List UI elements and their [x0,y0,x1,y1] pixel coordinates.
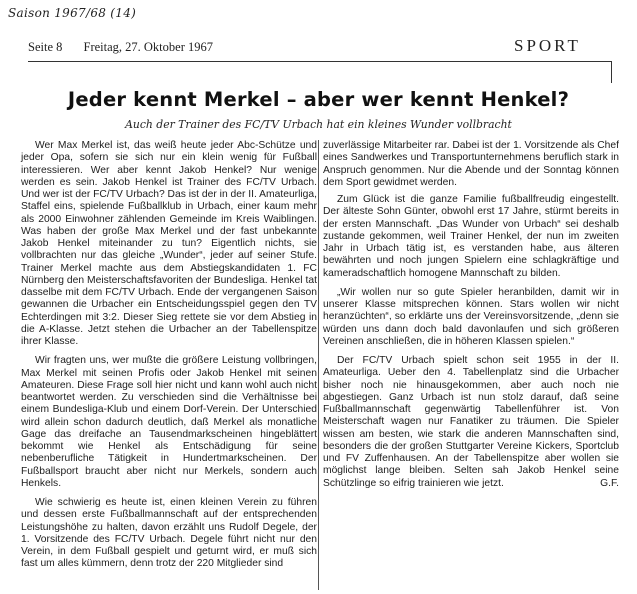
article-column-right [323,140,619,495]
handwritten-season-note: Saison 1967/68 (14) [8,6,137,20]
paragraph: zuverlässige Mitarbeiter rar. Dabei ist der 1. Vorsitzende als Chef eines Sandwerkes und Transportunternehmens beruflich stark in Anspruch genommen. Nur die Abende und der Sonntag können dem Sport gewidmet werden. [323,140,619,188]
paragraph: Wie schwierig es heute ist, einen kleinen Verein zu führen und dessen erste Fußballmannschaft auf der entsprechenden Leistungshöhe zu halten, davon erzählt uns Rudolf Degele, der 1. Vorsitzende des FC/TV Urbach. Degele führt nicht nur den Verein, in dem Fußball gespielt und geturnt wird, er muß sich fast um alles kümmern, denn trotz der 220 Mitglieder sind [21,497,317,570]
article-headline: Jeder kennt Merkel – aber wer kennt Henkel? [67,88,570,111]
column-divider [318,140,319,590]
quote-paragraph: „Wir wollen nur so gute Spieler heranbilden, damit wir in unserer Klasse mitsprechen können. Stars wollen wir nicht heranzüchten“, so erklärte uns der Vereinsvorsitzende, „denn sie würden uns dann doch bald davonlaufen und sich größeren Vereinen anschließen, die in höheren Klassen spielen.“ [323,286,619,347]
article-subheadline: Auch der Trainer des FC/TV Urbach hat ein kleines Wunder vollbracht [125,118,512,131]
paragraph: Zum Glück ist die ganze Familie fußballfreudig eingestellt. Der älteste Sohn Günter, obwohl erst 17 Jahre, stürmt bereits in der ersten Mannschaft. „Das Wunder von Urbach“ sei deshalb zustande gekommen, weil Trainer Henkel, der nun im zweiten Jahr in Urbach tätig ist, es verstanden habe, aus älteren bewährten und noch jungen Spielern eine schlagkräftige und kameradschaftlich homogene Mannschaft zu bilden. [323,194,619,279]
section-label: SPORT [514,36,581,55]
paragraph: Wer Max Merkel ist, das weiß heute jeder Abc-Schütze und jeder Opa, sofern sie sich nur ein klein wenig für Fußball interessieren. Wer aber kennt Jakob Henkel? Nur wenige werden es sein. Jakob Henkel ist Trainer des FC/TV Urbach. Und wer ist der FC/TV Urbach? Das ist der in der II. Amateurliga, Staffel eins, spielende Fußballklub in Urbach, einer kaum mehr als 2000 Einwohner zählenden Gemeinde im Kreis Waiblingen. Was haben der große Max Merkel und der fast unbekannte Jakob Henkel miteinander zu tun? Eigentlich nichts, sie vollbrachten nur das gleiche „Wunder“, jeder auf seiner Stufe. Trainer Merkel machte aus dem Abstiegskandidaten 1. FC Nürnberg den Meisterschaftsfavoriten der Bundesliga. Henkel tat dasselbe mit dem FC/TV Urbach. Ende der vergangenen Saison gewannen die Urbacher ein Entscheidungsspiel gegen den TV Echterdingen mit 3:2. Dieser Sieg rettete sie vor dem Abstieg in die A-Klasse. Jetzt stehen die Urbacher an der Tabellenspitze ihrer Klasse. [21,140,317,347]
paragraph-text: Der FC/TV Urbach spielt schon seit 1955 in der II. Amateurliga. Ueber den 4. Tabellenplatz sind die Urbacher bisher noch nie hinausgekommen, aber auch noch nie abgestiegen. Ganz Urbach ist nun stolz darauf, daß seine Fußballmannschaft gegenwärtig Tabellenführer ist. Von Meisterschaft wagen nur Fanatiker zu träumen. Die Spieler wissen am besten, wie stark die anderen Mannschaften sind, besonders die der großen Stuttgarter Vereine Kickers, Sportclub und FV Zuffenhausen. An der Tabellenspitze aber wollen sie möglichst lange bleiben. Selten sah Jakob Henkel seine Schützlinge so eifrig trainieren wie jetzt. [323,355,619,489]
dateline [28,40,213,55]
page-number: Seite 8 [28,40,63,54]
header-side-rule [611,61,612,83]
article-column-left [21,140,317,576]
author-signature: G.F. [600,477,619,489]
paragraph [323,355,619,490]
issue-date: Freitag, 27. Oktober 1967 [83,40,213,54]
header-rule [28,61,612,62]
paragraph: Wir fragten uns, wer mußte die größere Leistung vollbringen, Max Merkel mit seinen Profis oder Jakob Henkel mit seinen Amateuren. Diese Frage soll hier nicht und kann wohl auch nicht beantwortet werden. Zu verschieden sind die Verhältnisse bei einem Bundesliga-Klub und einem Dorf-Verein. Der Unterschied wird allein schon dadurch deutlich, daß Merkel als monatliche Gage das dreifache an Tausendmarkscheinen hingeblättert bekommt wie Henkel als Entschädigung für seine nebenberufliche Tätigkeit in Hundertmarkscheinen. Der Fußballsport braucht aber nicht nur Merkels, sondern auch Henkels. [21,355,317,489]
